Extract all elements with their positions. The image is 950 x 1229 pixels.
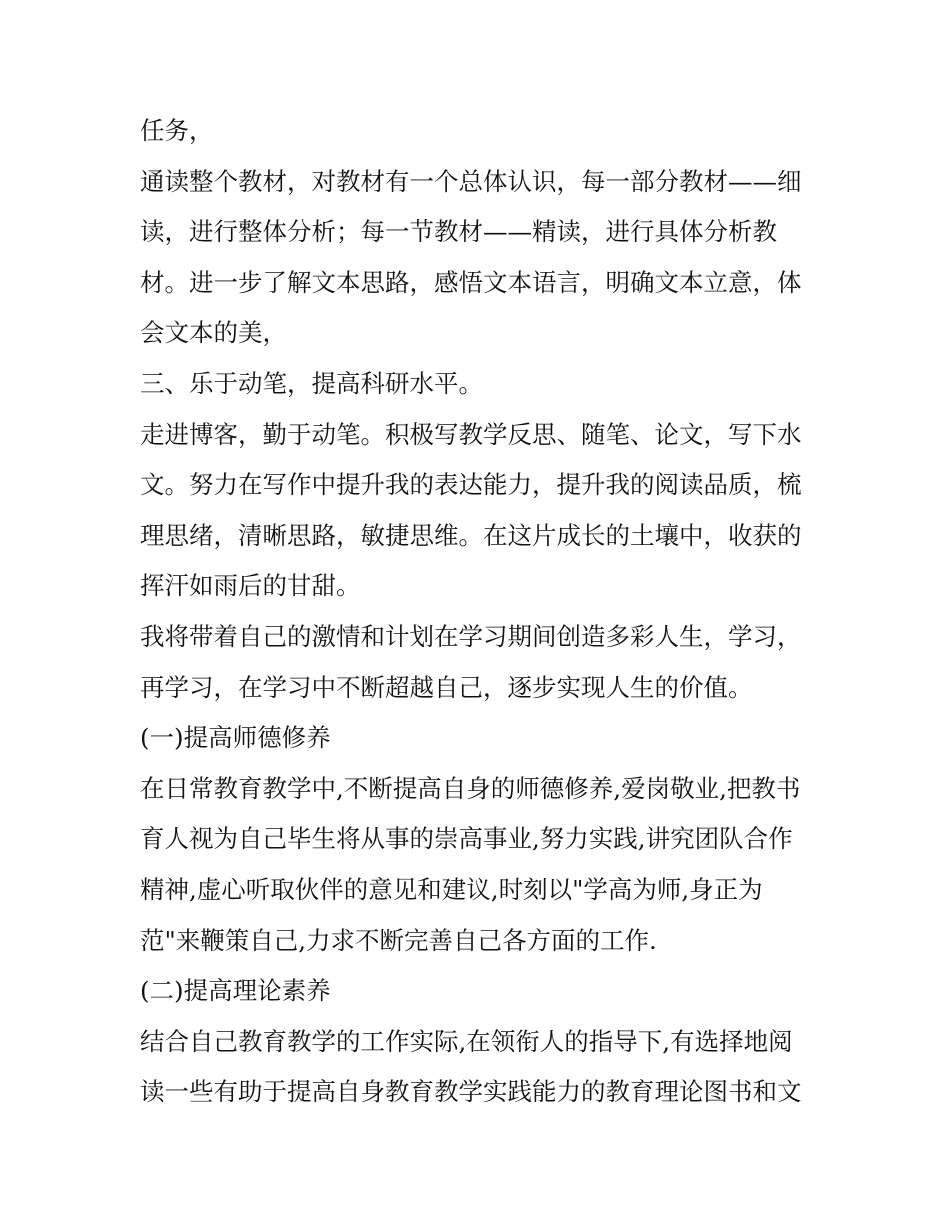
paragraph-textbook-reading: 通读整个教材，对教材有一个总体认识，每一部分教材——细读，进行整体分析；每一节教材——精读，进行具体分析教材。进一步了解文本思路，感悟文本语言，明确文本立意，体会文本的美， bbox=[140, 166, 802, 348]
paragraph-study-plan: 我将带着自己的激情和计划在学习期间创造多彩人生，学习，再学习，在学习中不断超越自己，逐步实现人生的价值。 bbox=[140, 621, 802, 702]
section-heading-ethics: (一)提高师德修养 bbox=[140, 723, 331, 753]
document-body bbox=[140, 106, 815, 1118]
section-heading-writing: 三、乐于动笔，提高科研水平。 bbox=[140, 368, 483, 398]
paragraph-theory-reading: 结合自己教育教学的工作实际,在领衔人的指导下,有选择地阅读一些有助于提高自身教育教学实践能力的教育理论图书和文 bbox=[140, 1026, 802, 1107]
paragraph-task-ending: 任务， bbox=[140, 116, 214, 145]
paragraph-blog-writing: 走进博客，勤于动笔。积极写教学反思、随笔、论文，写下水文。努力在写作中提升我的表达能力，提升我的阅读品质，梳理思绪，清晰思路，敏捷思维。在这片成长的土壤中，收获的挥汗如雨后的甘甜。 bbox=[140, 419, 802, 601]
section-heading-theory: (二)提高理论素养 bbox=[140, 976, 331, 1006]
paragraph-teacher-ethics: 在日常教育教学中,不断提高自身的师德修养,爱岗敬业,把教书育人视为自己毕生将从事的崇高事业,努力实践,讲究团队合作精神,虚心听取伙伴的意见和建议,时刻以"学高为师,身正为范"来鞭策自己,力求不断完善自己各方面的工作. bbox=[140, 773, 801, 955]
